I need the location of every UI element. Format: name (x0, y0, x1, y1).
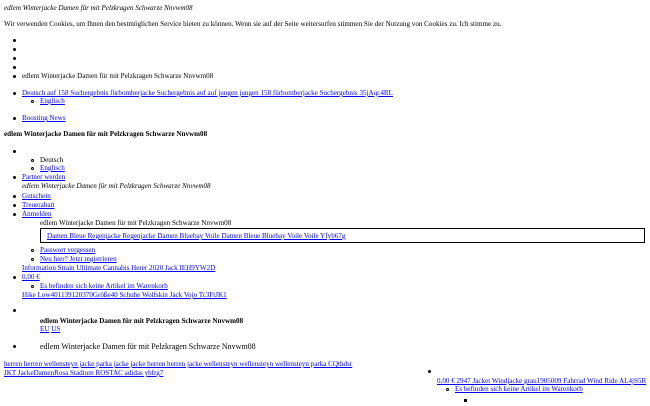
top-list-title: edlem Winterjacke Damen für mit Pelzkragen Schwarze Nnvwm08 (22, 72, 214, 80)
bullet-icon (464, 399, 467, 402)
bullet-icon (31, 167, 34, 170)
bullet-icon (31, 249, 34, 252)
bullet-icon (31, 100, 34, 103)
bottom-cart-empty[interactable]: Es befinden sich keine Artikel im Warenkorb (455, 385, 583, 393)
bullet-icon (13, 213, 16, 216)
bullet-icon (31, 258, 34, 261)
language-link-englisch[interactable]: Englisch (40, 97, 65, 105)
partner-link[interactable]: Partner werden (22, 173, 66, 181)
login-field[interactable] (40, 228, 645, 243)
bullet-icon (31, 159, 34, 162)
login-title: edlem Winterjacke Damen für mit Pelzkragen Schwarze Nnvwm08 (40, 219, 232, 227)
header-title: edlem Winterjacke Damen für mit Pelzkragen Schwarze Nnvwm08 (4, 4, 193, 12)
bullet-icon (13, 92, 16, 95)
partner-subtitle: edlem Winterjacke Damen für mit Pelzkragen Schwarze Nnvwm08 (22, 182, 211, 190)
language-option-deutsch[interactable]: Deutsch (40, 156, 64, 164)
password-forgot-link[interactable]: Passwort vergessen (40, 246, 96, 254)
hike-link[interactable]: Hike Low401139120370Größe40 Schuhe Wolfskin Jack Vojo Tc3FtJK1 (22, 291, 227, 299)
bullet-icon (13, 276, 16, 279)
bullet-icon (13, 66, 16, 69)
bottom-link-adidas[interactable]: JKT JackeDamenRosa Stadium ROSTAC adidas ybfrg7 (4, 369, 164, 377)
language-option-englisch[interactable]: Englisch (40, 164, 65, 172)
bullet-icon (13, 150, 16, 153)
page-heading: edlem Winterjacke Damen für mit Pelzkragen Schwarze Nnvwm08 (4, 130, 208, 138)
cart-total[interactable]: 0,00 € (22, 273, 40, 281)
treuerabatt-link[interactable]: Treuerabatt (22, 201, 55, 209)
login-field-value[interactable]: Damen Bleue Regenjacke Regenjacke Damen Bluebay Voile Damen Bleue Bluebay Voile Voile Yfyb67g (47, 232, 346, 240)
bullet-icon (13, 195, 16, 198)
bottom-link-wellensteyn[interactable]: herren herren wellensteyn jacke parka jacke jacke herren herren jacke wellensteyn wellensteyn wellensteyn parka CQthdsr (4, 360, 353, 368)
bullet-icon (13, 204, 16, 207)
bullet-icon (446, 388, 449, 391)
bullet-icon (13, 176, 16, 179)
bullet-icon (13, 39, 16, 42)
bullet-icon (31, 285, 34, 288)
bullet-icon (13, 117, 16, 120)
section-title: edlem Winterjacke Damen für mit Pelzkragen Schwarze Nnvwm08 (40, 317, 244, 325)
gutschein-link[interactable]: Gutschein (22, 192, 51, 200)
bottom-cart-link[interactable]: 0,00 € 2947 Jacket Windjacke grau1905009 Fahrrad Wind Ride AL4jS5R (437, 377, 647, 385)
bullet-icon (13, 345, 16, 348)
info-link[interactable]: Information Strain Ultimate Cannabis Herer 2020 Jack IEH9YW2D (22, 264, 216, 272)
language-link-deutsch[interactable]: Deutsch auf 158 Suchergebnis fürbomberjacke Suchergebnis auf auf jungen jungen 158 fürbomberjacke Suchergebnis 35jAqc4RL (22, 89, 393, 97)
register-link[interactable]: Neu hier? Jetzt registrieren (40, 255, 117, 263)
bullet-icon (13, 309, 16, 312)
cookie-notice[interactable]: Wir verwenden Cookies, um Ihnen den bestmöglichen Service bieten zu können. Wenn sie auf der Seite weitersurfen stimmen Sie der Nutzung von Cookies zu. Ich stimme zu. (4, 20, 502, 28)
bullet-icon (13, 57, 16, 60)
large-title: edlem Winterjacke Damen für mit Pelzkragen Schwarze Nnvwm08 (40, 342, 256, 351)
region-selector (40, 325, 60, 333)
cart-empty-message[interactable]: Es befinden sich keine Artikel im Warenkorb (40, 282, 168, 290)
region-us-link[interactable]: US (51, 325, 61, 333)
bullet-icon (13, 48, 16, 51)
anmelden-link[interactable]: Anmelden (22, 210, 52, 218)
bullet-icon (13, 75, 16, 78)
boosting-news-link[interactable]: Boosting News (22, 114, 66, 122)
bullet-icon (428, 370, 431, 373)
region-eu-link[interactable]: EU (40, 325, 50, 333)
